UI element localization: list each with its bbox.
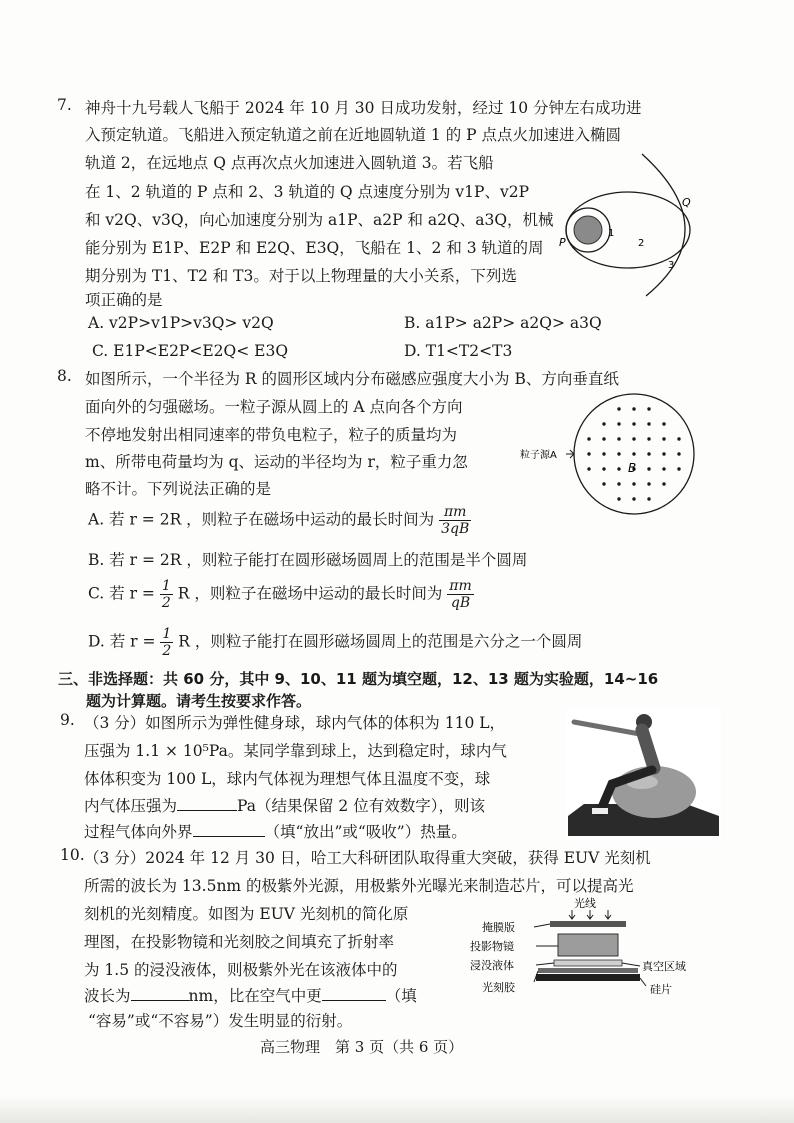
field-dot (662, 467, 665, 470)
field-dot (602, 452, 605, 455)
field-dot (647, 422, 650, 425)
q9-line-5: 过程气体向外界 （填“放出”或“吸收”）热量。 (84, 823, 467, 841)
field-dot (632, 497, 635, 500)
q10-line-3: 刻机的光刻精度。如图为 EUV 光刻机的简化原 (84, 905, 409, 923)
field-dot (662, 422, 665, 425)
field-dot (632, 407, 635, 410)
q10-line-2: 所需的波长为 13.5nm 的极紫外光源，用极紫外光曝光来制造芯片，可以提高光 (84, 877, 634, 895)
q7-line-5: 和 v2Q、v3Q，向心加速度分别为 a1P、a2P 和 a2Q、a3Q，机械 (85, 211, 554, 229)
wafer-label: 硅片 (650, 983, 672, 996)
projection-lens (558, 934, 618, 956)
q7-option-c: C. E1P<E2P<E2Q< E3Q (92, 342, 289, 360)
q8-number: 8. (57, 367, 72, 385)
field-dot (632, 422, 635, 425)
orbit-3-arc (642, 154, 685, 296)
liquid-label: 浸没液体 (470, 959, 514, 972)
orbit-label-p: P (559, 236, 566, 249)
page-footer: 高三物理 第 3 页（共 6 页） (260, 1038, 464, 1056)
source-arrow (566, 450, 574, 458)
bottom-edge-shadow (0, 1096, 794, 1123)
photoresist (538, 968, 638, 973)
orbit-label-1: 1 (608, 228, 615, 239)
field-dot (662, 482, 665, 485)
field-b-label: B (628, 461, 637, 475)
q10-line-6: 波长为 nm，比在空气中更 （填 (84, 987, 417, 1005)
q10-number: 10. (60, 846, 85, 864)
field-dot (587, 437, 590, 440)
fitness-ball-photo (566, 708, 721, 840)
q8-line-3: 不停地发射出相同速率的带负电粒子，粒子的质量均为 (85, 426, 458, 444)
field-dot (662, 437, 665, 440)
q7-line-6: 能分别为 E1P、E2P 和 E2Q、E3Q，飞船在 1、2 和 3 轨道的周 (85, 239, 544, 257)
field-dot (677, 452, 680, 455)
lens-label: 投影物镜 (470, 940, 514, 953)
orbit-diagram (556, 150, 706, 300)
q7-line-4: 在 1、2 轨道的 P 点和 2、3 轨道的 Q 点速度分别为 v1P、v2P (85, 183, 530, 201)
field-dot (632, 437, 635, 440)
field-dot (602, 437, 605, 440)
q9-number: 9. (60, 711, 75, 729)
field-dot (602, 482, 605, 485)
field-dot (617, 407, 620, 410)
field-dot (632, 482, 635, 485)
field-dot (587, 452, 590, 455)
field-dot (662, 452, 665, 455)
q7-line-7: 期分别为 T1、T2 和 T3。对于以上物理量的大小关系，下列选 (85, 267, 517, 285)
q7-line-8: 项正确的是 (85, 291, 163, 309)
orbit-label-q: Q (682, 196, 691, 209)
q8-line-1: 如图所示，一个半径为 R 的圆形区域内分布磁感应强度大小为 B、方向垂直纸 (85, 370, 619, 388)
orbit-label-2: 2 (638, 238, 645, 249)
q7-option-d: D. T1<T2<T3 (404, 342, 513, 360)
q8-option-c: C. 若 r = $\frac{1}{2}$ R ，则粒子在磁场中运动的最长时间为 $\frac{\pi m}{qB}$ (88, 578, 472, 611)
silicon-wafer (536, 974, 640, 981)
q8-option-b: B. 若 r = 2R ，则粒子能打在圆形磁场圆周上的范围是半个圆周 (88, 551, 528, 569)
q7-line-2: 入预定轨道。飞船进入预定轨道之前在近地圆轨道 1 的 P 点点火加速进入椭圆 (85, 126, 622, 144)
q8-option-c-fraction-half: $\frac{1}{2}$ (161, 578, 171, 611)
q7-option-b: B. a1P> a2P> a2Q> a3Q (404, 314, 602, 332)
mask-plate (550, 921, 626, 927)
particle-source-label: 粒子源A (520, 450, 557, 461)
field-dot (647, 452, 650, 455)
field-dot (617, 482, 620, 485)
q10-line-7: “容易”或“不容易”）发生明显的衍射。 (88, 1012, 353, 1030)
field-dot (617, 497, 620, 500)
q7-option-a: A. v2P>v1P>v3Q> v2Q (88, 314, 274, 332)
field-dots (587, 407, 680, 500)
field-dot (677, 467, 680, 470)
section-3-heading-line1: 三、非选择题：共 60 分，其中 9、10、11 题为填空题，12、13 题为实验题，14~16 (58, 670, 659, 688)
q8-option-c-fraction-time: $\frac{\pi m}{qB}$ (449, 578, 472, 611)
q9-line-2: 压强为 1.1 × 10⁵Pa。某同学靠到球上，达到稳定时，球内气 (84, 742, 507, 760)
q9-line-3: 体体积变为 100 L，球内气体视为理想气体且温度不变，球 (84, 770, 491, 788)
q7-line-3: 轨道 2，在远地点 Q 点再次点火加速进入圆轨道 3。若飞船 (85, 154, 494, 172)
q8-line-2: 面向外的匀强磁场。一粒子源从圆上的 A 点向各个方向 (85, 398, 463, 416)
field-dot (617, 452, 620, 455)
field-dot (647, 497, 650, 500)
field-dot (602, 467, 605, 470)
field-dot (617, 467, 620, 470)
q8-line-5: 略不计。下列说法正确的是 (85, 480, 272, 498)
field-dot (602, 422, 605, 425)
field-dot (677, 437, 680, 440)
q8-option-d-fraction-half: $\frac{1}{2}$ (162, 626, 172, 659)
field-dot (617, 437, 620, 440)
field-dot (587, 467, 590, 470)
field-dot (632, 452, 635, 455)
mask-label: 掩膜版 (482, 921, 515, 934)
orbit-label-3: 3 (668, 260, 675, 271)
field-dot (647, 407, 650, 410)
q7-number: 7. (57, 96, 72, 114)
euv-lithography-diagram (466, 896, 706, 1000)
q10-diffraction-answer-blank[interactable] (322, 999, 386, 1001)
q8-line-4: m、所带电荷量均为 q、运动的半径均为 r，粒子重力忽 (85, 453, 468, 471)
light-label: 光线 (574, 897, 596, 910)
field-dot (647, 437, 650, 440)
section-3-heading-line2: 题为计算题。请考生按要求作答。 (86, 692, 312, 710)
q10-line-4: 理图，在投影物镜和光刻胶之间填充了折射率 (84, 933, 395, 951)
q9-heat-answer-blank[interactable] (193, 835, 265, 837)
field-dot (647, 482, 650, 485)
q8-option-d: D. 若 r = $\frac{1}{2}$ R ，则粒子能打在圆形磁场圆周上的范围是六分之一个圆周 (88, 626, 583, 659)
magnetic-field-diagram (518, 392, 718, 516)
vacuum-label: 真空区域 (642, 960, 686, 973)
q10-wavelength-answer-blank[interactable] (131, 999, 189, 1001)
q8-option-a-fraction: $\frac{\pi m}{3qB}$ (441, 504, 470, 537)
earth (574, 216, 602, 244)
q8-option-a: A. 若 r = 2R ，则粒子在磁场中运动的最长时间为 $\frac{\pi m}{3qB}$ (88, 504, 470, 537)
q7-line-1: 神舟十九号载人飞船于 2024 年 10 月 30 日成功发射，经过 10 分钟左右成功进 (85, 99, 642, 117)
q10-line-5: 为 1.5 的浸没液体，则极紫外光在该液体中的 (84, 961, 398, 979)
q9-line-1: （3 分）如图所示为弹性健身球，球内气体的体积为 110 L， (84, 714, 506, 732)
photoresist-label: 光刻胶 (482, 981, 515, 994)
field-dot (647, 467, 650, 470)
immersion-liquid (554, 960, 622, 966)
q10-line-1: （3 分）2024 年 12 月 30 日，哈工大科研团队取得重大突破，获得 EUV 光刻机 (84, 849, 651, 867)
q9-line-4: 内气体压强为 Pa（结果保留 2 位有效数字），则该 (84, 797, 485, 815)
field-dot (617, 422, 620, 425)
q9-pressure-answer-blank[interactable] (177, 809, 237, 811)
